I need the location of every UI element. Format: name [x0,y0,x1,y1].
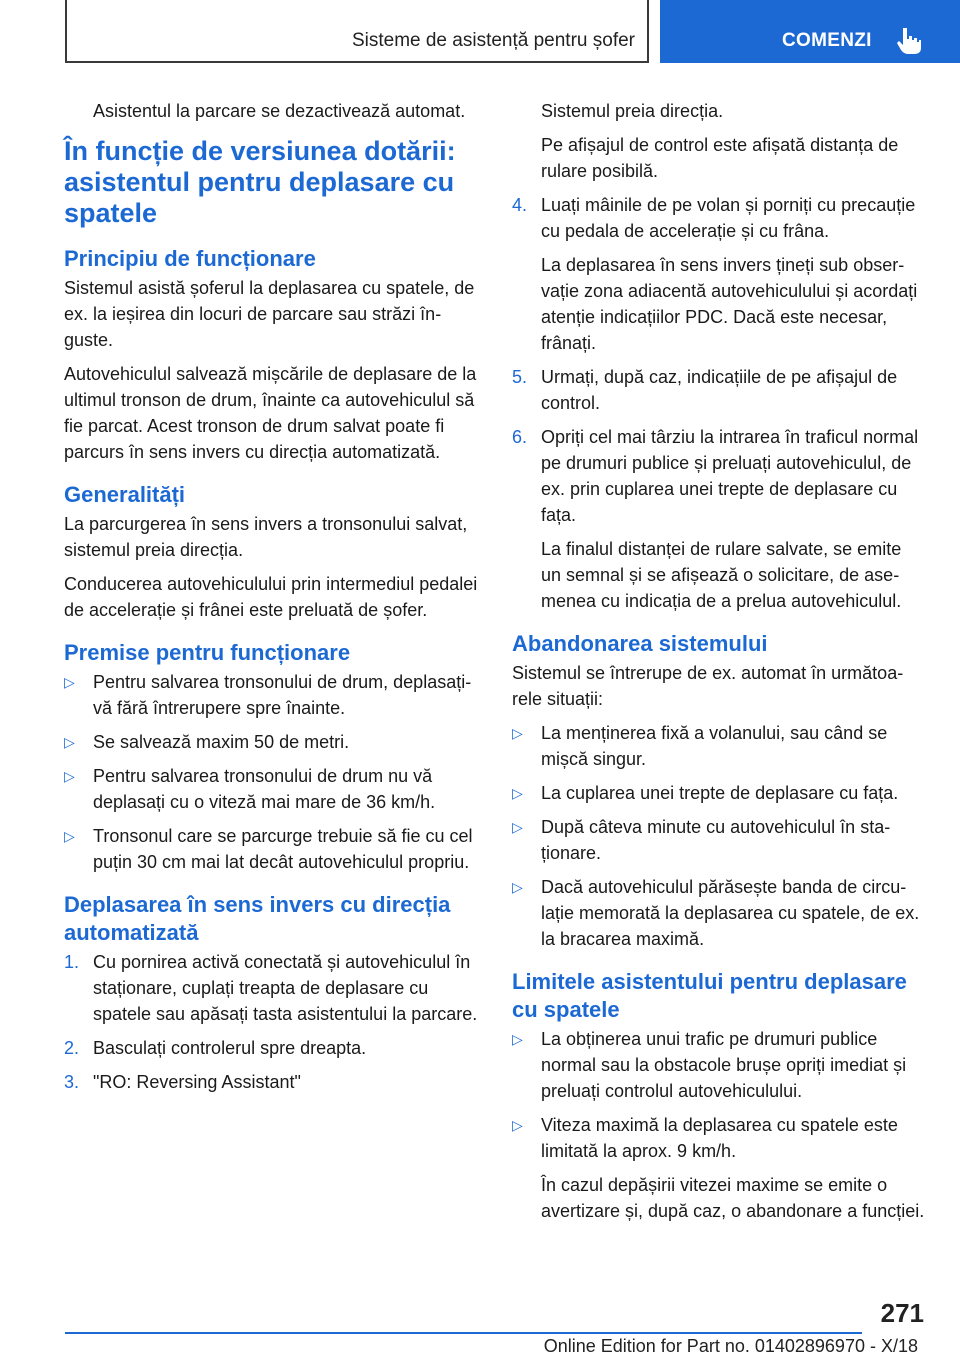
triangle-bullet-icon: ▷ [512,879,523,895]
triangle-bullet-icon: ▷ [64,734,75,750]
paragraph: Sistemul se întrerupe de ex. automat în următoarele situații: [512,663,904,709]
left-column [64,98,478,1103]
list-item: ▷ Pentru salvarea tronsonului de drum, deplasați-vă fără întrerupere spre înainte. [64,669,478,721]
main-heading: În funcție de versiunea dotării: asistentul pentru deplasare cu spatele [64,136,456,228]
step-item: 6. Opriți cel mai târziu la intrarea în traficul normal pe drumuri publice și preluați autovehiculul, de ex. prin cuplarea unei trepte de deplasare cu fața. La finalul distanței de rulare salvate, se emite un semnal și se afișează o solicitare, de asemenea cu indicația de a prelua autovehiculul. [512,427,919,611]
triangle-bullet-icon: ▷ [512,819,523,835]
triangle-bullet-icon: ▷ [64,828,75,844]
limite-list [512,1026,926,1224]
section-title: Sisteme de asistență pentru șofer [351,30,635,51]
step-item: 5. Urmați, după caz, indicațiile de pe afișajul de control. [512,367,898,413]
tab-comenzi-label: COMENZI [782,30,872,51]
page-number: 271 [880,1298,924,1328]
right-column [512,98,926,1232]
triangle-bullet-icon: ▷ [64,674,75,690]
heading-generalitati: Generalități [64,482,186,507]
list-item: ▷ La obținerea unui trafic pe drumuri publice normal sau la obstacole brușe opriți imediat și preluați controlul autovehiculului. [512,1026,926,1104]
steps-list [64,949,478,1095]
heading-premise: Premise pentru funcționare [64,640,351,665]
step-item: 3. "RO: Reversing Assistant" [64,1072,301,1092]
paragraph: La parcurgerea în sens invers a tronsonului salvat, sistemul preia direcția. [64,514,468,560]
step-continuation: Pe afișajul de control este afișată distanța de rulare posibilă. [541,135,899,181]
list-item: ▷ Pentru salvarea tronsonului de drum nu vă deplasați cu o viteză mai mare de 36 km/h. [64,763,478,815]
list-item: ▷ Tronsonul care se parcurge trebuie să fie cu cel puțin 30 cm mai lat decât autovehiculul propriu. [64,823,478,875]
heading-limite: Limitele asistentului pentru deplasare cu spatele [512,969,907,1022]
triangle-bullet-icon: ▷ [512,1031,523,1047]
step-item: 1. Cu pornirea activă conectată și autovehiculul în staționare, cuplați treapta de deplasare cu spatele sau apăsați tasta asistentului la parcare. [64,952,478,1024]
list-item: ▷ La cuplarea unei trepte de deplasare cu fața. [512,780,926,806]
footer-divider [65,1332,862,1334]
list-item: ▷ După câteva minute cu autovehiculul în staționare. [512,814,926,866]
step-continuation: Sistemul preia direcția. [541,101,724,121]
heading-principiu: Principiu de funcționare [64,246,316,271]
heading-abandonare: Abandonarea sistemului [512,631,768,656]
parking-assistant-note: Asistentul la parcare se dezactivează automat. [93,101,466,121]
abandon-list [512,720,926,952]
tab-comenzi[interactable] [660,0,960,63]
triangle-bullet-icon: ▷ [512,1117,523,1133]
step-item: 2. Basculați controlerul spre dreapta. [64,1038,367,1058]
triangle-bullet-icon: ▷ [512,725,523,741]
triangle-bullet-icon: ▷ [64,768,75,784]
triangle-bullet-icon: ▷ [512,785,523,801]
list-item: ▷ La menținerea fixă a volanului, sau când se mișcă singur. [512,720,926,772]
footer-edition: Online Edition for Part no. 01402896970 - X/18 [543,1336,918,1356]
premise-list [64,669,478,875]
heading-deplasare: Deplasarea în sens invers cu direcția automatizată [64,892,451,945]
steps-list [512,192,926,614]
step-item: 4. Luați mâinile de pe volan și porniți cu precauție cu pedala de accelerație și cu frâna. La deplasarea în sens invers țineți sub observație zona adiacentă autovehiculului și acordați atenție indicațiilor PDC. Dacă este necesar, frânați. [512,195,918,353]
list-item: ▷ Dacă autovehiculul părăsește banda de circulație memorată la deplasarea cu spatele, de ex. la bracarea maximă. [512,874,926,952]
hand-pointer-icon [896,26,922,56]
header-section-box [65,0,649,63]
list-item: ▷ Viteza maximă la deplasarea cu spatele este limitată la aprox. 9 km/h. În cazul depășirii vitezei maxime se emite o avertizare și, după caz, o abandonare a funcției. [512,1112,926,1224]
list-item: ▷ Se salvează maxim 50 de metri. [64,729,478,755]
paragraph: Autovehiculul salvează mișcările de deplasare de la ultimul tronson de drum, înainte ca autovehiculul să fie parcat. Acest tronson de drum salvat poate fi parcurs în sens invers cu direcția automatizată. [64,364,477,462]
paragraph: Sistemul asistă șoferul la deplasarea cu spatele, de ex. la ieșirea din locuri de parcare sau străzi înguste. [64,278,475,350]
paragraph: Conducerea autovehiculului prin intermediul pedalei de accelerație și frânei este preluată de șofer. [64,574,478,620]
